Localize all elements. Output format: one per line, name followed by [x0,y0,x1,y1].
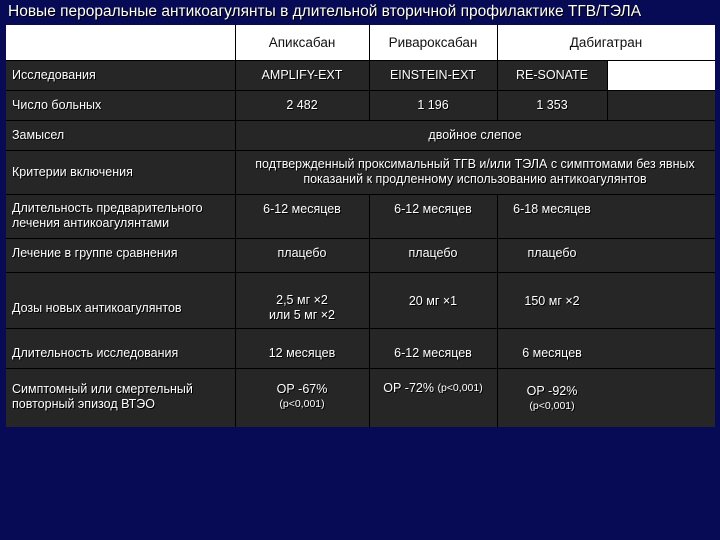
cell-comparator-dabigatran: плацебо [527,246,577,260]
cell-prior-rivaroxaban: 6-12 месяцев [394,201,472,216]
row-label-outcome: Симптомный или смертельный повторный эпизод ВТЭО [12,382,193,411]
dose-apixaban-line2: или 5 мг ×2 [268,308,336,322]
cell-outcome-apixaban [235,377,369,417]
outcome-apixaban-main: ОР -67% [276,382,328,396]
outcome-rivaroxaban-main: ОР -72% [383,380,434,395]
cell-outcome-rivaroxaban [369,377,497,399]
cell-prior-apixaban: 6-12 месяцев [263,201,341,216]
grid-line [497,194,498,427]
cell-study-duration-rivaroxaban: 6-12 месяцев [394,345,472,360]
header-corner [6,25,235,60]
grid-line [6,368,715,369]
grid-line [6,60,715,61]
cell-studies-apixaban: AMPLIFY-EXT [261,67,343,82]
header-rivaroxaban: Ривароксабан [369,25,497,60]
header-dabigatran: Дабигатран [497,25,715,60]
row-label-criteria: Критерии включения [12,164,133,179]
cell-patients-rivaroxaban: 1 196 [417,97,449,112]
grid-line [497,25,498,120]
cell-outcome-dabigatran [497,377,607,421]
grid-line [6,90,715,91]
cell-criteria: подтвержденный проксимальный ТГВ и/или ТЭЛА с симптомами без явных показаний к продленному использованию антикоагулянтов [255,157,695,186]
comparison-table [6,25,715,427]
cell-design: двойное слепое [428,127,522,142]
grid-line [235,25,236,427]
row-label-doses: Дозы новых антикоагулянтов [12,300,182,315]
row-label-comparator: Лечение в группе сравнения [12,246,178,260]
outcome-dabigatran-p: (p<0,001) [529,400,575,412]
grid-line [6,238,715,239]
row-label-prior-duration: Длительность предварительного лечения антикоагулянтами [12,201,203,230]
cell-doses-rivaroxaban: 20 мг ×1 [408,294,458,308]
cell-patients-dabigatran: 1 353 [536,97,568,112]
row-label-design: Замысел [12,127,65,142]
outcome-apixaban-p: (p<0,001) [279,398,325,410]
grid-line [6,120,715,121]
row-label-patients: Число больных [12,97,102,112]
cell-study-duration-apixaban: 12 месяцев [268,345,336,360]
grid-line [369,194,370,427]
grid-line [369,25,370,120]
cell-studies-dabigatran: RE-SONATE [516,67,588,82]
cell-doses-dabigatran: 150 мг ×2 [524,294,580,308]
grid-line [6,328,715,329]
grid-line [6,194,715,195]
cell-studies-rivaroxaban: EINSTEIN-EXT [389,67,477,82]
slide-title: Новые пероральные антикоагулянты в длительной вторичной профилактике ТГВ/ТЭЛА [8,3,642,20]
cell-comparator-rivaroxaban: плацебо [408,246,458,260]
outcome-dabigatran-main: ОР -92% [526,384,578,398]
cell-comparator-apixaban: плацебо [277,246,327,260]
row-label-study-duration: Длительность исследования [12,345,179,360]
grid-line [6,150,715,151]
outcome-rivaroxaban-p: (p<0,001) [437,381,483,394]
header-apixaban: Апиксабан [235,25,369,60]
cell-patients-apixaban: 2 482 [286,97,318,112]
blank-cell [607,60,715,90]
grid-line [607,60,608,120]
cell-prior-dabigatran: 6-18 месяцев [513,201,591,216]
grid-line [6,272,715,273]
cell-study-duration-dabigatran: 6 месяцев [522,345,582,360]
dose-apixaban-line1: 2,5 мг ×2 [276,293,328,307]
row-label-studies: Исследования [12,67,96,82]
cell-doses-apixaban [235,288,369,328]
